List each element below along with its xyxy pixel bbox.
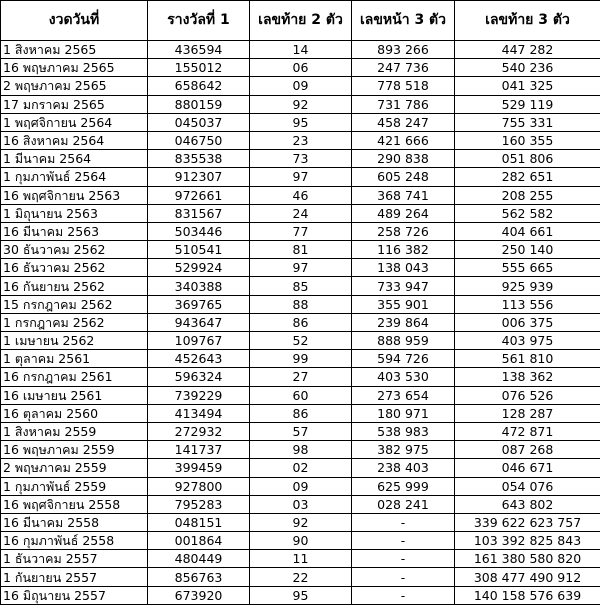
cell-front-3-digits: 731 786 bbox=[352, 95, 455, 113]
cell-last-2-digits: 95 bbox=[250, 113, 352, 131]
table-row bbox=[1, 368, 600, 386]
cell-last-3-digits: 087 268 bbox=[455, 441, 600, 459]
cell-last-3-digits: 138 362 bbox=[455, 368, 600, 386]
table-row bbox=[1, 532, 600, 550]
cell-front-3-digits: 028 241 bbox=[352, 495, 455, 513]
cell-draw-date: 1 ธันวาคม 2557 bbox=[1, 550, 148, 568]
table-row bbox=[1, 59, 600, 77]
table-row bbox=[1, 459, 600, 477]
cell-draw-date: 1 สิงหาคม 2565 bbox=[1, 41, 148, 59]
cell-last-2-digits: 92 bbox=[250, 95, 352, 113]
table-row bbox=[1, 422, 600, 440]
cell-front-3-digits: 888 959 bbox=[352, 332, 455, 350]
cell-last-3-digits: 128 287 bbox=[455, 404, 600, 422]
cell-first-prize: 436594 bbox=[148, 41, 250, 59]
cell-draw-date: 1 กันยายน 2557 bbox=[1, 568, 148, 586]
cell-last-2-digits: 85 bbox=[250, 277, 352, 295]
table-row bbox=[1, 495, 600, 513]
cell-last-3-digits: 472 871 bbox=[455, 422, 600, 440]
cell-draw-date: 2 พฤษภาคม 2559 bbox=[1, 459, 148, 477]
cell-first-prize: 510541 bbox=[148, 241, 250, 259]
cell-front-3-digits: 239 864 bbox=[352, 313, 455, 331]
cell-front-3-digits: 247 736 bbox=[352, 59, 455, 77]
table-row bbox=[1, 513, 600, 531]
cell-first-prize: 596324 bbox=[148, 368, 250, 386]
cell-last-2-digits: 57 bbox=[250, 422, 352, 440]
table-row bbox=[1, 113, 600, 131]
table-row bbox=[1, 77, 600, 95]
table-row bbox=[1, 295, 600, 313]
table-row bbox=[1, 277, 600, 295]
cell-last-3-digits: 161 380 580 820 bbox=[455, 550, 600, 568]
cell-last-3-digits: 403 975 bbox=[455, 332, 600, 350]
cell-front-3-digits: 273 654 bbox=[352, 386, 455, 404]
cell-first-prize: 856763 bbox=[148, 568, 250, 586]
cell-first-prize: 155012 bbox=[148, 59, 250, 77]
cell-front-3-digits: - bbox=[352, 550, 455, 568]
table-row bbox=[1, 186, 600, 204]
table-row bbox=[1, 586, 600, 604]
cell-last-3-digits: 160 355 bbox=[455, 131, 600, 149]
cell-front-3-digits: 258 726 bbox=[352, 222, 455, 240]
cell-first-prize: 927800 bbox=[148, 477, 250, 495]
table-row bbox=[1, 332, 600, 350]
cell-front-3-digits: 180 971 bbox=[352, 404, 455, 422]
cell-first-prize: 880159 bbox=[148, 95, 250, 113]
cell-draw-date: 16 สิงหาคม 2564 bbox=[1, 131, 148, 149]
cell-first-prize: 831567 bbox=[148, 204, 250, 222]
cell-draw-date: 15 กรกฎาคม 2562 bbox=[1, 295, 148, 313]
cell-last-2-digits: 73 bbox=[250, 150, 352, 168]
header-front-3-digits: เลขหน้า 3 ตัว bbox=[352, 1, 455, 41]
cell-last-3-digits: 041 325 bbox=[455, 77, 600, 95]
header-draw-date: งวดวันที่ bbox=[1, 1, 148, 41]
table-row bbox=[1, 95, 600, 113]
cell-last-2-digits: 03 bbox=[250, 495, 352, 513]
cell-last-2-digits: 97 bbox=[250, 168, 352, 186]
cell-front-3-digits: 778 518 bbox=[352, 77, 455, 95]
cell-draw-date: 16 พฤษภาคม 2559 bbox=[1, 441, 148, 459]
cell-last-3-digits: 208 255 bbox=[455, 186, 600, 204]
cell-last-2-digits: 11 bbox=[250, 550, 352, 568]
cell-front-3-digits: 238 403 bbox=[352, 459, 455, 477]
cell-last-2-digits: 60 bbox=[250, 386, 352, 404]
cell-last-2-digits: 09 bbox=[250, 77, 352, 95]
cell-front-3-digits: 368 741 bbox=[352, 186, 455, 204]
cell-draw-date: 1 สิงหาคม 2559 bbox=[1, 422, 148, 440]
cell-last-2-digits: 97 bbox=[250, 259, 352, 277]
cell-front-3-digits: - bbox=[352, 586, 455, 604]
cell-front-3-digits: 458 247 bbox=[352, 113, 455, 131]
cell-draw-date: 1 มิถุนายน 2563 bbox=[1, 204, 148, 222]
cell-last-3-digits: 404 661 bbox=[455, 222, 600, 240]
cell-draw-date: 16 กุมภาพันธ์ 2558 bbox=[1, 532, 148, 550]
cell-last-2-digits: 23 bbox=[250, 131, 352, 149]
cell-first-prize: 503446 bbox=[148, 222, 250, 240]
cell-last-2-digits: 27 bbox=[250, 368, 352, 386]
cell-first-prize: 001864 bbox=[148, 532, 250, 550]
cell-last-3-digits: 250 140 bbox=[455, 241, 600, 259]
cell-first-prize: 413494 bbox=[148, 404, 250, 422]
cell-last-3-digits: 643 802 bbox=[455, 495, 600, 513]
cell-draw-date: 1 กรกฎาคม 2562 bbox=[1, 313, 148, 331]
table-row bbox=[1, 204, 600, 222]
cell-last-3-digits: 755 331 bbox=[455, 113, 600, 131]
cell-last-3-digits: 555 665 bbox=[455, 259, 600, 277]
cell-front-3-digits: 138 043 bbox=[352, 259, 455, 277]
cell-last-2-digits: 98 bbox=[250, 441, 352, 459]
cell-last-3-digits: 308 477 490 912 bbox=[455, 568, 600, 586]
cell-first-prize: 673920 bbox=[148, 586, 250, 604]
table-row bbox=[1, 386, 600, 404]
table-row bbox=[1, 313, 600, 331]
table-row bbox=[1, 477, 600, 495]
cell-draw-date: 16 พฤษภาคม 2565 bbox=[1, 59, 148, 77]
table-row bbox=[1, 168, 600, 186]
cell-last-3-digits: 562 582 bbox=[455, 204, 600, 222]
header-last-3-digits: เลขท้าย 3 ตัว bbox=[455, 1, 600, 41]
cell-draw-date: 16 มีนาคม 2558 bbox=[1, 513, 148, 531]
cell-first-prize: 452643 bbox=[148, 350, 250, 368]
cell-last-3-digits: 051 806 bbox=[455, 150, 600, 168]
cell-front-3-digits: 605 248 bbox=[352, 168, 455, 186]
cell-front-3-digits: 733 947 bbox=[352, 277, 455, 295]
cell-last-2-digits: 81 bbox=[250, 241, 352, 259]
cell-first-prize: 048151 bbox=[148, 513, 250, 531]
cell-last-3-digits: 447 282 bbox=[455, 41, 600, 59]
cell-first-prize: 795283 bbox=[148, 495, 250, 513]
cell-first-prize: 835538 bbox=[148, 150, 250, 168]
cell-front-3-digits: 489 264 bbox=[352, 204, 455, 222]
cell-draw-date: 1 ตุลาคม 2561 bbox=[1, 350, 148, 368]
table-row bbox=[1, 350, 600, 368]
cell-front-3-digits: 625 999 bbox=[352, 477, 455, 495]
cell-draw-date: 16 ธันวาคม 2562 bbox=[1, 259, 148, 277]
cell-draw-date: 16 กรกฎาคม 2561 bbox=[1, 368, 148, 386]
cell-last-2-digits: 86 bbox=[250, 313, 352, 331]
cell-last-2-digits: 24 bbox=[250, 204, 352, 222]
cell-front-3-digits: 403 530 bbox=[352, 368, 455, 386]
cell-last-3-digits: 113 556 bbox=[455, 295, 600, 313]
cell-first-prize: 369765 bbox=[148, 295, 250, 313]
cell-last-3-digits: 006 375 bbox=[455, 313, 600, 331]
cell-last-2-digits: 90 bbox=[250, 532, 352, 550]
cell-front-3-digits: 116 382 bbox=[352, 241, 455, 259]
cell-last-2-digits: 46 bbox=[250, 186, 352, 204]
table-row bbox=[1, 550, 600, 568]
cell-last-2-digits: 52 bbox=[250, 332, 352, 350]
table-row bbox=[1, 150, 600, 168]
cell-draw-date: 17 มกราคม 2565 bbox=[1, 95, 148, 113]
cell-first-prize: 141737 bbox=[148, 441, 250, 459]
table-row bbox=[1, 241, 600, 259]
cell-first-prize: 529924 bbox=[148, 259, 250, 277]
cell-draw-date: 16 กันยายน 2562 bbox=[1, 277, 148, 295]
cell-first-prize: 739229 bbox=[148, 386, 250, 404]
cell-front-3-digits: 893 266 bbox=[352, 41, 455, 59]
cell-front-3-digits: 594 726 bbox=[352, 350, 455, 368]
cell-front-3-digits: - bbox=[352, 513, 455, 531]
cell-draw-date: 1 พฤศจิกายน 2564 bbox=[1, 113, 148, 131]
table-row bbox=[1, 131, 600, 149]
cell-front-3-digits: 290 838 bbox=[352, 150, 455, 168]
cell-first-prize: 045037 bbox=[148, 113, 250, 131]
table-row bbox=[1, 441, 600, 459]
cell-front-3-digits: 421 666 bbox=[352, 131, 455, 149]
cell-draw-date: 1 กุมภาพันธ์ 2559 bbox=[1, 477, 148, 495]
cell-last-2-digits: 77 bbox=[250, 222, 352, 240]
cell-first-prize: 046750 bbox=[148, 131, 250, 149]
cell-last-2-digits: 02 bbox=[250, 459, 352, 477]
cell-front-3-digits: 538 983 bbox=[352, 422, 455, 440]
table-body bbox=[1, 41, 600, 605]
table-row bbox=[1, 222, 600, 240]
cell-last-3-digits: 561 810 bbox=[455, 350, 600, 368]
cell-last-3-digits: 339 622 623 757 bbox=[455, 513, 600, 531]
table-row bbox=[1, 568, 600, 586]
cell-last-3-digits: 103 392 825 843 bbox=[455, 532, 600, 550]
cell-last-3-digits: 529 119 bbox=[455, 95, 600, 113]
cell-last-3-digits: 282 651 bbox=[455, 168, 600, 186]
cell-last-2-digits: 22 bbox=[250, 568, 352, 586]
cell-first-prize: 658642 bbox=[148, 77, 250, 95]
cell-last-2-digits: 99 bbox=[250, 350, 352, 368]
cell-last-2-digits: 06 bbox=[250, 59, 352, 77]
cell-last-2-digits: 88 bbox=[250, 295, 352, 313]
cell-last-3-digits: 076 526 bbox=[455, 386, 600, 404]
cell-last-3-digits: 054 076 bbox=[455, 477, 600, 495]
cell-last-2-digits: 95 bbox=[250, 586, 352, 604]
cell-first-prize: 109767 bbox=[148, 332, 250, 350]
cell-draw-date: 16 มีนาคม 2563 bbox=[1, 222, 148, 240]
cell-draw-date: 16 ตุลาคม 2560 bbox=[1, 404, 148, 422]
cell-first-prize: 399459 bbox=[148, 459, 250, 477]
cell-first-prize: 972661 bbox=[148, 186, 250, 204]
cell-draw-date: 1 เมษายน 2562 bbox=[1, 332, 148, 350]
cell-draw-date: 16 พฤศจิกายน 2563 bbox=[1, 186, 148, 204]
cell-draw-date: 30 ธันวาคม 2562 bbox=[1, 241, 148, 259]
cell-first-prize: 943647 bbox=[148, 313, 250, 331]
cell-front-3-digits: - bbox=[352, 532, 455, 550]
cell-front-3-digits: 355 901 bbox=[352, 295, 455, 313]
cell-last-3-digits: 140 158 576 639 bbox=[455, 586, 600, 604]
cell-front-3-digits: 382 975 bbox=[352, 441, 455, 459]
cell-first-prize: 340388 bbox=[148, 277, 250, 295]
cell-last-3-digits: 046 671 bbox=[455, 459, 600, 477]
header-row bbox=[1, 1, 600, 41]
cell-first-prize: 480449 bbox=[148, 550, 250, 568]
cell-draw-date: 1 มีนาคม 2564 bbox=[1, 150, 148, 168]
cell-last-2-digits: 09 bbox=[250, 477, 352, 495]
cell-front-3-digits: - bbox=[352, 568, 455, 586]
header-first-prize: รางวัลที่ 1 bbox=[148, 1, 250, 41]
table-row bbox=[1, 41, 600, 59]
cell-last-2-digits: 14 bbox=[250, 41, 352, 59]
cell-first-prize: 912307 bbox=[148, 168, 250, 186]
table-row bbox=[1, 259, 600, 277]
cell-draw-date: 2 พฤษภาคม 2565 bbox=[1, 77, 148, 95]
table-row bbox=[1, 404, 600, 422]
header-last-2-digits: เลขท้าย 2 ตัว bbox=[250, 1, 352, 41]
cell-draw-date: 1 กุมภาพันธ์ 2564 bbox=[1, 168, 148, 186]
cell-draw-date: 16 พฤศจิกายน 2558 bbox=[1, 495, 148, 513]
cell-last-2-digits: 92 bbox=[250, 513, 352, 531]
cell-last-3-digits: 540 236 bbox=[455, 59, 600, 77]
cell-last-2-digits: 86 bbox=[250, 404, 352, 422]
cell-draw-date: 16 เมษายน 2561 bbox=[1, 386, 148, 404]
cell-last-3-digits: 925 939 bbox=[455, 277, 600, 295]
cell-first-prize: 272932 bbox=[148, 422, 250, 440]
cell-draw-date: 16 มิถุนายน 2557 bbox=[1, 586, 148, 604]
